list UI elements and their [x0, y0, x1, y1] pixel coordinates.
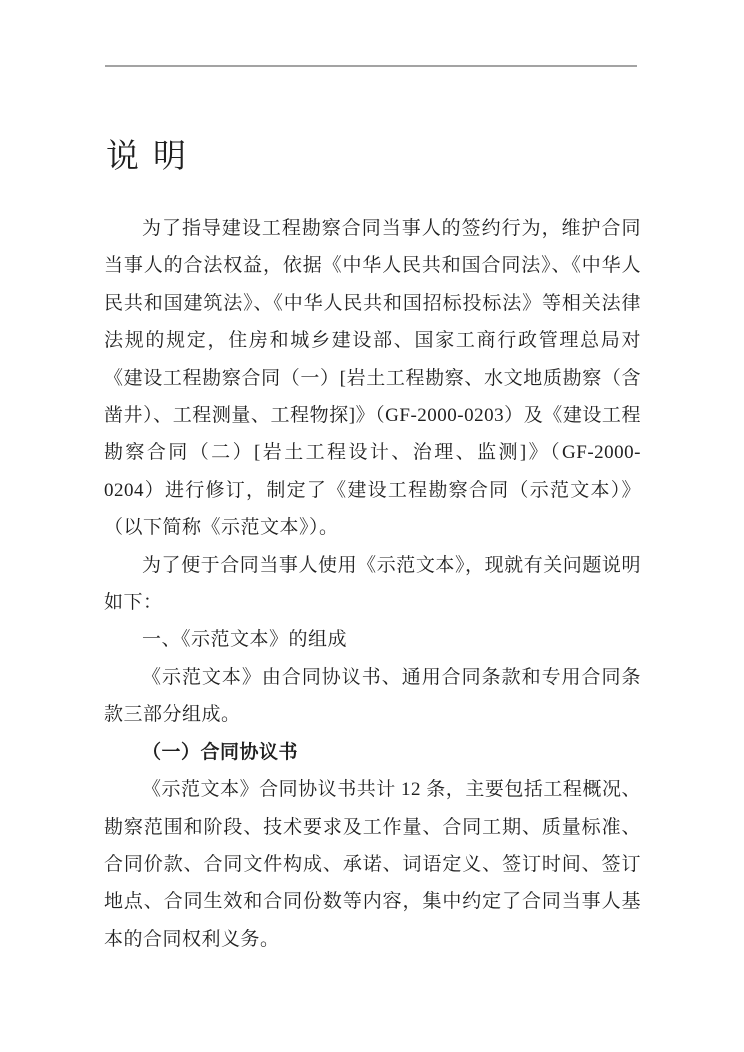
document-body [104, 210, 641, 958]
subsection-heading-agreement: （一）合同协议书 [142, 741, 299, 763]
header-rule-divider [105, 65, 637, 67]
paragraph-purpose: 为了便于合同当事人使用《示范文本》，现就有关问题说明如下： [104, 554, 641, 614]
section-heading-composition: 一、《示范文本》的组成 [142, 629, 348, 651]
paragraph-intro: 为了指导建设工程勘察合同当事人的签约行为，维护合同当事人的合法权益，依据《中华人民共和国合同法》、《中华人民共和国建筑法》、《中华人民共和国招标投标法》等相关法律法规的规定，住房和城乡建设部、国家工商行政管理总局对《建设工程勘察合同（一）[岩土工程勘察、水文地质勘察（含凿井）、工程测量、工程物探]》（GF-2000-0203）及《建设工程勘察合同（二）[岩土工程设计、治理、监测]》（GF-2000-0204）进行修订，制定了《建设工程勘察合同（示范文本）》（以下简称《示范文本》）。 [104, 218, 641, 539]
paragraph-agreement-detail: 《示范文本》合同协议书共计 12 条，主要包括工程概况、勘察范围和阶段、技术要求及工作量、合同工期、质量标准、合同价款、合同文件构成、承诺、词语定义、签订时间、签订地点、合同生效和合同份数等内容，集中约定了合同当事人基本的合同权利义务。 [104, 779, 641, 950]
page-title: 说明 [106, 139, 200, 175]
document-content [104, 131, 641, 958]
paragraph-composition: 《示范文本》由合同协议书、通用合同条款和专用合同条款三部分组成。 [104, 666, 641, 726]
